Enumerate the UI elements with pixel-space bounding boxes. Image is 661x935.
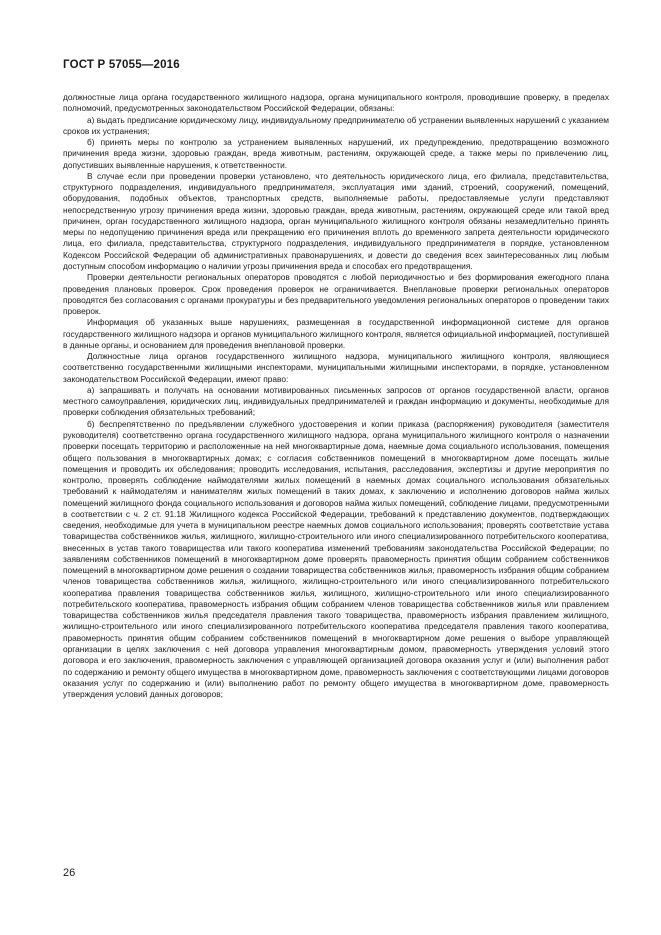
- body-paragraph: б) принять меры по контролю за устранением выявленных нарушений, их предупреждению, предотвращению возможного причинения вреда жизни, здоровью граждан, вреда животным, растениям, окружающей среде, а также меры по привлечению лиц, допустивших выявленные нарушения, к ответственности.: [63, 137, 609, 170]
- body-paragraph: б) беспрепятственно по предъявлении служебного удостоверения и копии приказа (распоряжения) руководителя (заместителя руководителя) соответственно органа государственного жилищного надзора, органа муниципального жилищного контроля о назначении проверки посещать территорию и расположенные на ней многоквартирные дома, наемные дома социального использования, помещения общего пользования в многоквартирных домах; с согласия собственников помещений в многоквартирном доме посещать жилые помещения и проводить их обследования; проводить исследования, испытания, расследования, экспертизы и другие мероприятия по контролю, проверять соблюдение наймодателями жилых помещений в наемных домах социального использования обязательных требований к наймодателям и нанимателям жилых помещений в таких домах, к заключению и исполнению договоров найма жилых помещений жилищного фонда социального использования и договоров найма жилых помещений, соблюдение лицами, предусмотренными в соответствии с ч. 2 ст. 91.18 Жилищного кодекса Российской Федерации, требований к представлению документов, подтверждающих сведения, необходимые для учета в муниципальном реестре наемных домов социального использования; проверять соответствие устава товарищества собственников жилья, жилищного, жилищно-строительного или иного специализированного потребительского кооператива, внесенных в устав такого товарищества или такого кооператива изменений требованиям законодательства Российской Федерации; по заявлениям собственников помещений в многоквартирном доме проверять правомерность принятия общим собранием собственников помещений в многоквартирном доме решения о создании товарищества собственников жилья, правомерность избрания общим собранием членов товарищества собственников жилья, жилищного, жилищно-строительного или иного специализированного потребительского кооператива правления товарищества собственников жилья, жилищного, жилищно-строительного или иного специализированного потребительского кооператива, правомерность избрания общим собранием членов товарищества собственников жилья или правлением товарищества собственников жилья председателя правления такого товарищества, правомерность избрания правлением жилищного, жилищно-строительного или иного специализированного потребительского кооператива председателя правления такого кооператива, правомерность принятия общим собранием собственников помещений в многоквартирном доме решения о выборе управляющей организации в целях заключения с ней договора управления многоквартирным домом, правомерность утверждения условий этого договора и его заключения, правомерность заключения с управляющей организацией договора оказания услуг и (или) выполнения работ по содержанию и ремонту общего имущества в многоквартирном доме, правомерность заключения с соответствующими лицами договоров оказания услуг по содержанию и (или) выполнению работ по ремонту общего имущества в многоквартирном доме, правомерность утверждения условий данных договоров;: [63, 418, 609, 700]
- body-paragraph: а) выдать предписание юридическому лицу, индивидуальному предпринимателю об устранении выявленных нарушений с указанием сроков их устранения;: [63, 114, 609, 136]
- document-body: [63, 92, 609, 700]
- body-paragraph: а) запрашивать и получать на основании мотивированных письменных запросов от органов государственной власти, органов местного самоуправления, юридических лиц, индивидуальных предпринимателей и граждан информацию и документы, необходимые для проверки соблюдения обязательных требований;: [63, 384, 609, 418]
- body-paragraph: Информация об указанных выше нарушениях, размещенная в государственной информационной системе для органов государственного жилищного надзора и органов муниципального жилищного контроля, является официальной информацией, поступившей в данные органы, и основанием для проведения внеплановой проверки.: [63, 317, 609, 350]
- body-paragraph: В случае если при проведении проверки установлено, что деятельность юридического лица, его филиала, представительства, структурного подразделения, индивидуального предпринимателя, эксплуатация ими зданий, строений, сооружений, помещений, оборудования, подобных объектов, транспортных средств, выполняемые работы, предоставляемые услуги представляют непосредственную угрозу причинения вреда жизни, здоровью граждан, вреда животным, растениям, окружающей среде или такой вред причинен, орган государственного жилищного надзора, орган муниципального жилищного контроля обязаны незамедлительно принять меры по недопущению причинения вреда или прекращению его причинения вплоть до временного запрета деятельности юридического лица, его филиала, представительства, структурного подразделения, индивидуального предпринимателя в порядке, установленном Кодексом Российской Федерации об административных правонарушениях, и довести до сведения всех заинтересованных лиц любым доступным способом информацию о наличии угрозы причинения вреда и способах его предотвращения.: [63, 170, 609, 271]
- body-paragraph: Должностные лица органов государственного жилищного надзора, муниципального жилищного контроля, являющиеся соответственно государственными жилищными инспекторами, муниципальными жилищными инспекторами, в порядке, установленном законодательством Российской Федерации, имеют право:: [63, 351, 609, 384]
- body-paragraph: должностные лица органа государственного жилищного надзора, органа муниципального контроля, проводившие проверку, в пределах полномочий, предусмотренных законодательством Российской Федерации, обязаны:: [63, 92, 609, 114]
- document-header: ГОСТ Р 57055—2016: [63, 59, 180, 71]
- page-number: 26: [63, 867, 76, 879]
- body-paragraph: Проверки деятельности региональных операторов проводятся с любой периодичностью и без формирования ежегодного плана проведения плановых проверок. Срок проведения проверок не ограничивается. Внеплановые проверки региональных операторов проводятся без согласования с органами прокуратуры и без предварительного уведомления региональных операторов о проведении таких проверок.: [63, 272, 609, 317]
